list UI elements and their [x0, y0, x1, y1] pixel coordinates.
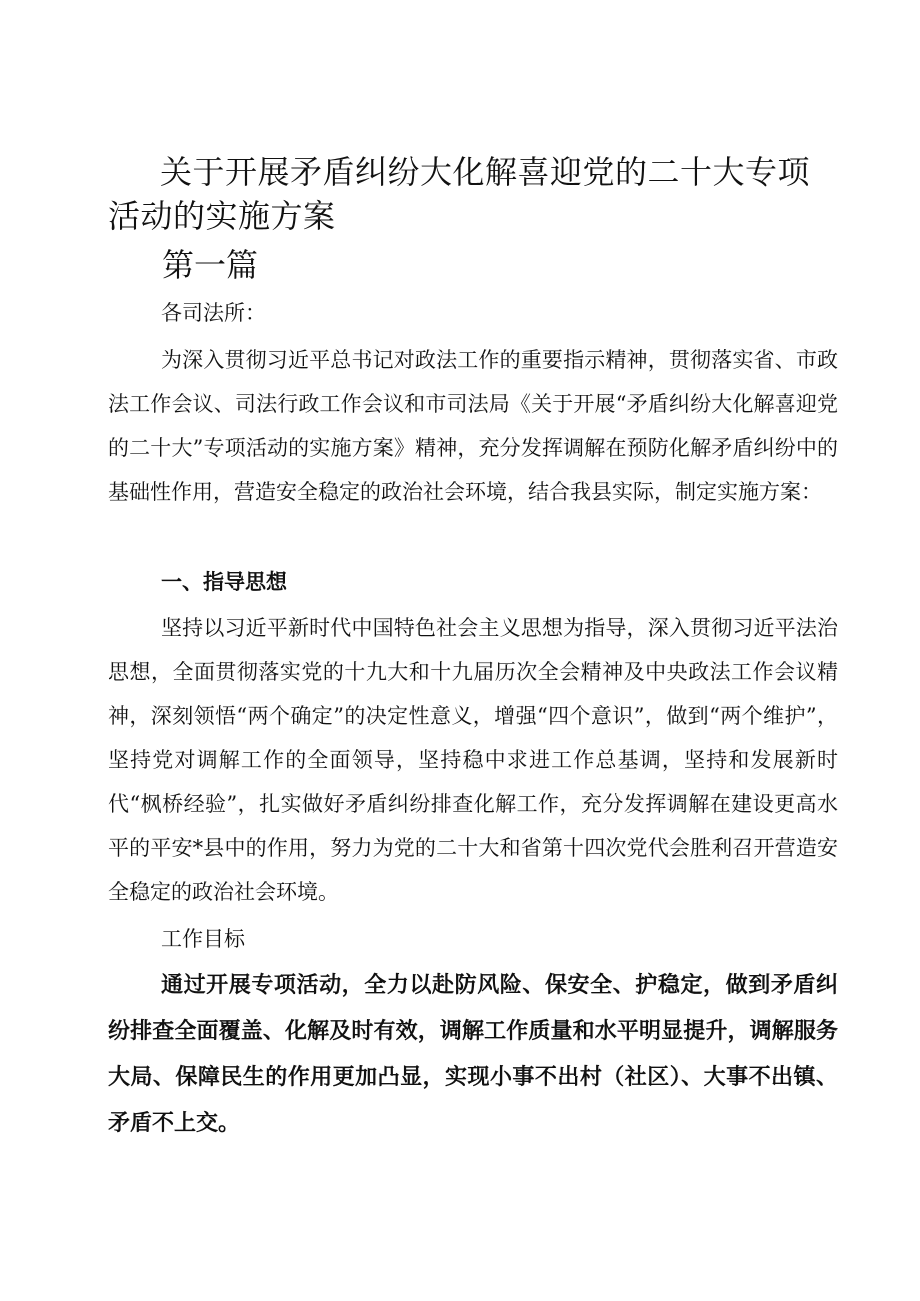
work-goals-paragraph: 通过开展专项活动，全力以赴防风险、保安全、护稳定，做到矛盾纠纷排查全面覆盖、化解及时有效，调解工作质量和水平明显提升，调解服务大局、保障民生的作用更加凸显，实现小事不出村（社区）、大事不出镇、矛盾不上交。 [108, 972, 838, 1136]
guiding-ideology-paragraph: 坚持以习近平新时代中国特色社会主义思想为指导，深入贯彻习近平法治思想，全面贯彻落实党的十九大和十九届历次全会精神及中央政法工作会议精神，深刻领悟“两个确定”的决定性意义，增强“四个意识”，做到“两个维护”，坚持党对调解工作的全面领导，坚持稳中求进工作总基调，坚持和发展新时代“枫桥经验”，扎实做好矛盾纠纷排查化解工作，充分发挥调解在建设更高水平的平安*县中的作用，努力为党的二十大和省第十四次党代会胜利召开营造安全稳定的政治社会环境。 [108, 616, 838, 904]
document-title: 关于开展矛盾纠纷大化解喜迎党的二十大专项活动的实施方案 [108, 153, 811, 235]
part-label: 第一篇 [162, 246, 259, 284]
intro-paragraph: 为深入贯彻习近平总书记对政法工作的重要指示精神，贯彻落实省、市政法工作会议、司法行政工作会议和市司法局《关于开展“矛盾纠纷大化解喜迎党的二十大”专项活动的实施方案》精神，充分发挥调解在预防化解矛盾纠纷中的基础性作用，营造安全稳定的政治社会环境，结合我县实际，制定实施方案： [108, 348, 838, 504]
section-heading-work-goals: 工作目标 [161, 927, 245, 951]
section-heading-guiding-ideology: 一、指导思想 [161, 570, 287, 594]
salutation: 各司法所： [161, 301, 266, 325]
